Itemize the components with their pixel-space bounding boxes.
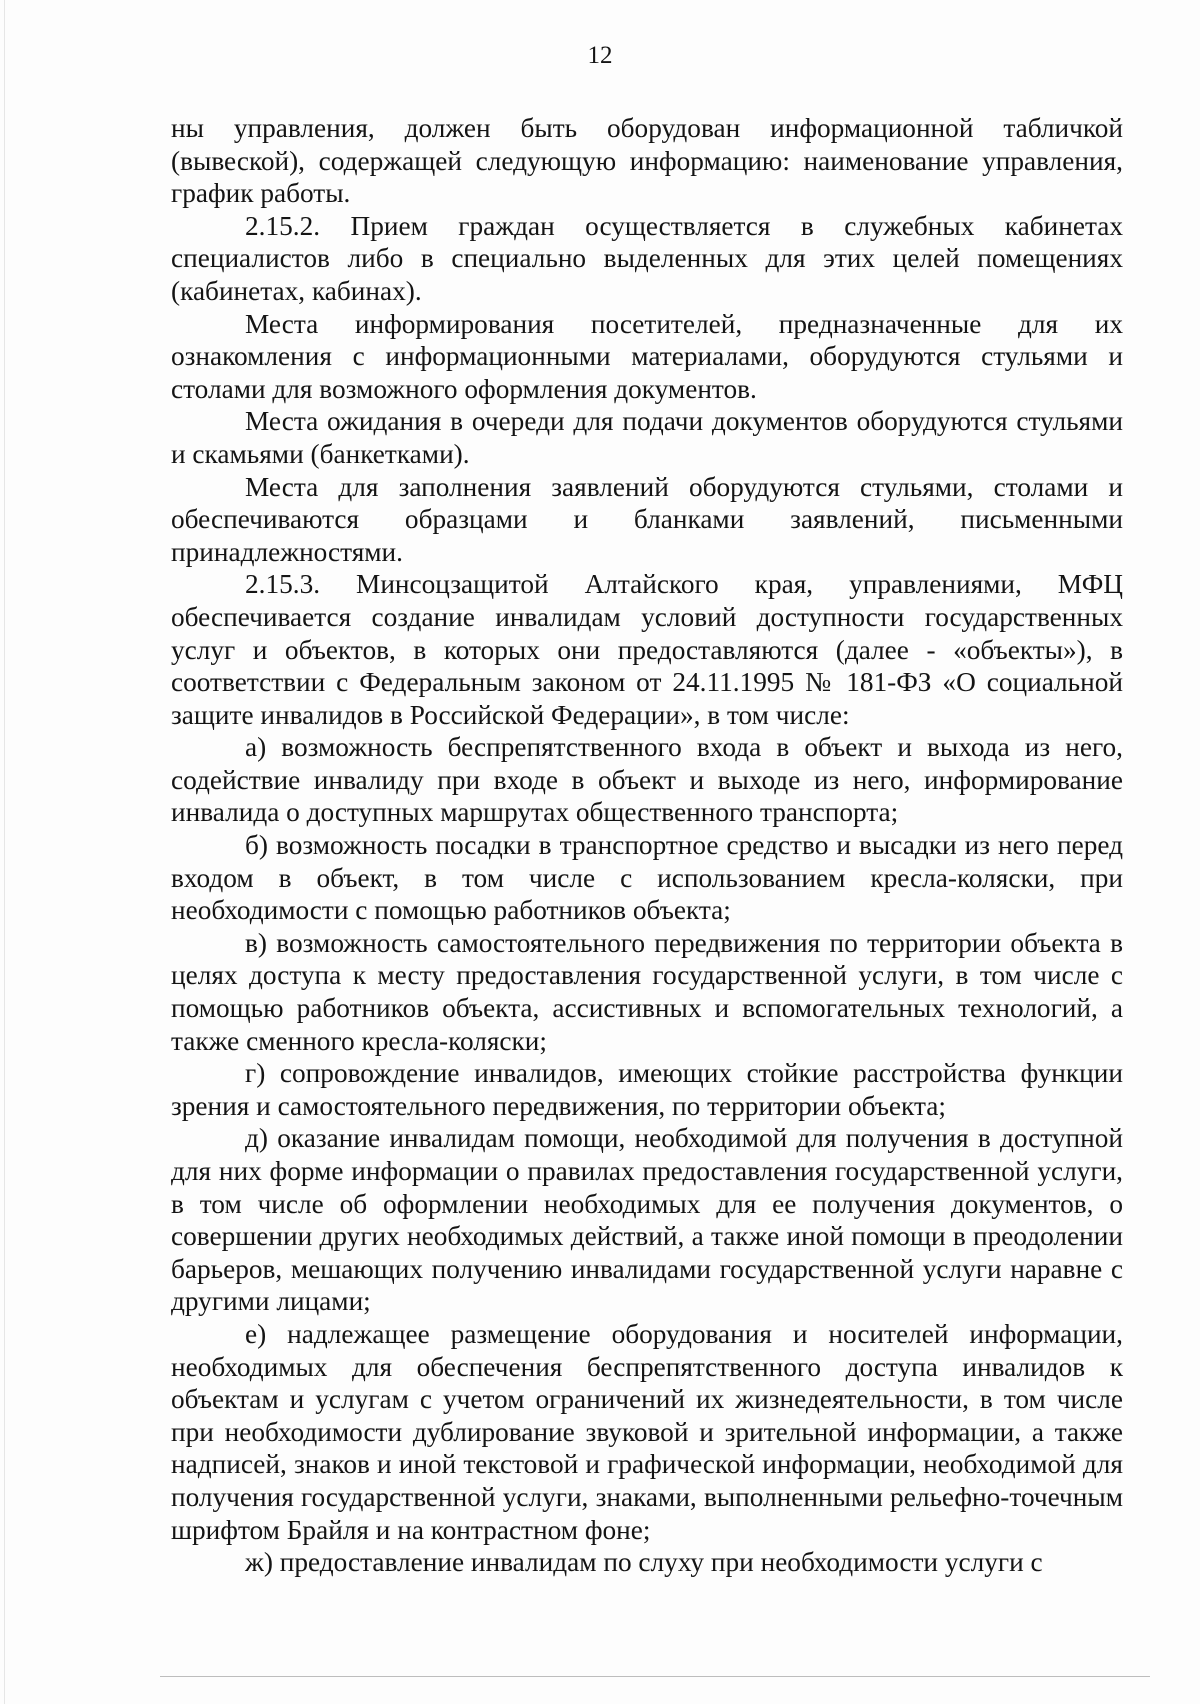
list-item-d: д) оказание инвалидам помощи, необходимой для получения в доступной для них форме информации о правилах предоставления государственной услуги, в том числе об оформлении необходимых для ее получения документов, о совершении других необходимых действий, а также иной помощи в преодолении барьеров, мешающих получению инвалидами государственной услуги наравне с другими лицами; — [171, 1123, 1123, 1317]
paragraph-waiting-places: Места ожидания в очереди для подачи документов оборудуются стульями и скамьями (банкетками). — [171, 406, 1123, 469]
list-item-zh: ж) предоставление инвалидам по слуху при необходимости услуги с — [245, 1547, 1043, 1578]
list-item-e: е) надлежащее размещение оборудования и носителей информации, необходимых для обеспечения беспрепятственного доступа инвалидов к объектам и услугам с учетом ограничений их жизнедеятельности, в том числе при необходимости дублирование звуковой и зрительной информации, а также надписей, знаков и иной текстовой и графической информации, необходимой для получения государственной услуги, знаками, выполненными рельефно-точечным шрифтом Брайля и на контрастном фоне; — [171, 1318, 1123, 1545]
list-item-a: а) возможность беспрепятственного входа в объект и выхода из него, содействие инвалиду при входе в объект и выходе из него, информирование инвалида о доступных маршрутах общественного транспорта; — [171, 732, 1123, 828]
scan-artifact-line — [160, 1676, 1150, 1677]
paragraph-filling-places: Места для заполнения заявлений оборудуются стульями, столами и обеспечиваются образцами и бланками заявлений, письменными принадлежностями. — [171, 471, 1123, 567]
page-number: 12 — [587, 42, 613, 69]
list-item-b: б) возможность посадки в транспортное средство и высадки из него перед входом в объект, в том числе с использованием кресла-коляски, при необходимости с помощью работников объекта; — [171, 830, 1123, 926]
scan-edge — [4, 0, 5, 1704]
paragraph-continuation: ны управления, должен быть оборудован информационной табличкой (вывеской), содержащей следующую информацию: наименование управления, график работы. — [171, 113, 1123, 209]
list-item-g: г) сопровождение инвалидов, имеющих стойкие расстройства функции зрения и самостоятельного передвижения, по территории объекта; — [171, 1058, 1123, 1121]
paragraph-info-places: Места информирования посетителей, предназначенные для их ознакомления с информационными материалами, оборудуются стульями и столами для возможного оформления документов. — [171, 308, 1123, 404]
paragraph-2-15-2: 2.15.2. Прием граждан осуществляется в служебных кабинетах специалистов либо в специально выделенных для этих целей помещениях (кабинетах, кабинах). — [171, 210, 1123, 306]
paragraph-2-15-3: 2.15.3. Минсоцзащитой Алтайского края, управлениями, МФЦ обеспечивается создание инвалидам условий доступности государственных услуг и объектов, в которых они предоставляются (далее - «объекты»), в соответствии с Федеральным законом от 24.11.1995 № 181-ФЗ «О социальной защите инвалидов в Российской Федерации», в том числе: — [171, 569, 1123, 730]
list-item-v: в) возможность самостоятельного передвижения по территории объекта в целях доступа к месту предоставления государственной услуги, в том числе с помощью работников объекта, ассистивных и вспомогательных технологий, а также сменного кресла-коляски; — [171, 927, 1123, 1056]
document-body — [171, 112, 1123, 1579]
